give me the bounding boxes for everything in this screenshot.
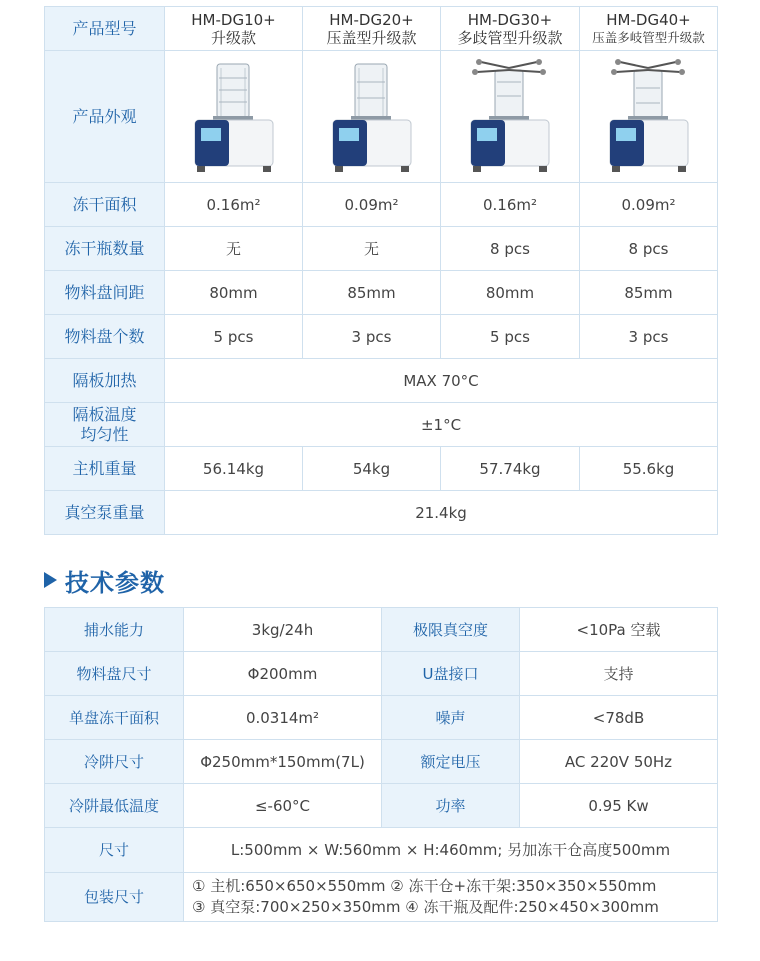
section-heading — [44, 563, 165, 597]
param-value: 0.95 Kw — [520, 784, 718, 828]
param-label: 物料盘尺寸 — [45, 652, 184, 696]
row-label — [45, 403, 165, 447]
param-value: ≤-60°C — [184, 784, 382, 828]
cell-value: 56.14kg — [165, 447, 303, 491]
table-row — [45, 183, 718, 227]
table-row — [45, 784, 718, 828]
table-row — [45, 491, 718, 535]
param-value: L:500mm × W:560mm × H:460mm; 另加冻干仓高度500mm — [184, 828, 718, 873]
param-value: 3kg/24h — [184, 608, 382, 652]
cell-value: 80mm — [165, 271, 303, 315]
cell-value: 无 — [165, 227, 303, 271]
cell-value: 0.09m² — [303, 183, 441, 227]
cell-value: 8 pcs — [441, 227, 580, 271]
model-cell — [303, 7, 441, 51]
label-line: 隔板温度 — [72, 405, 137, 425]
package-size-value — [184, 873, 718, 922]
model-name: HM-DG10+ — [191, 10, 276, 29]
cell-value: 85mm — [303, 271, 441, 315]
model-cell — [580, 7, 718, 51]
appearance-row — [45, 51, 718, 183]
cell-value: 57.74kg — [441, 447, 580, 491]
param-value: Φ250mm*150mm(7L) — [184, 740, 382, 784]
freeze-dryer-manifold-image — [604, 58, 694, 176]
model-cell — [165, 7, 303, 51]
model-cell — [441, 7, 580, 51]
cell-value: 5 pcs — [165, 315, 303, 359]
table-row — [45, 447, 718, 491]
param-label: 噪声 — [382, 696, 520, 740]
param-label: 冷阱尺寸 — [45, 740, 184, 784]
section-title-text: 技术参数 — [65, 568, 165, 597]
cell-value: 21.4kg — [165, 491, 718, 535]
param-label: 冷阱最低温度 — [45, 784, 184, 828]
cell-value: 85mm — [580, 271, 718, 315]
package-line: ③ 真空泵:700×250×350mm ④ 冻干瓶及配件:250×450×300mm — [192, 898, 659, 916]
row-label: 冻干瓶数量 — [45, 227, 165, 271]
spec-comparison-table — [44, 6, 718, 535]
model-name: HM-DG30+ — [467, 10, 553, 29]
freeze-dryer-image — [327, 58, 417, 176]
cell-value: 8 pcs — [580, 227, 718, 271]
table-row — [45, 740, 718, 784]
model-variant: 多歧管型升级款 — [457, 28, 563, 47]
param-value: 0.0314m² — [184, 696, 382, 740]
table-row — [45, 873, 718, 922]
table-row — [45, 271, 718, 315]
cell-value: 5 pcs — [441, 315, 580, 359]
product-image-cell — [580, 51, 718, 183]
cell-value: 80mm — [441, 271, 580, 315]
product-image-cell — [303, 51, 441, 183]
param-value: <78dB — [520, 696, 718, 740]
model-row — [45, 7, 718, 51]
cell-value: 无 — [303, 227, 441, 271]
row-label: 物料盘个数 — [45, 315, 165, 359]
triangle-marker-icon — [44, 572, 57, 588]
cell-value: 0.16m² — [441, 183, 580, 227]
row-label: 主机重量 — [45, 447, 165, 491]
model-name: HM-DG20+ — [329, 10, 414, 29]
table-row — [45, 227, 718, 271]
param-label: 包装尺寸 — [45, 873, 184, 922]
table-row — [45, 652, 718, 696]
table-row — [45, 403, 718, 447]
row-label: 真空泵重量 — [45, 491, 165, 535]
product-image-cell — [165, 51, 303, 183]
table-row — [45, 828, 718, 873]
table-row — [45, 696, 718, 740]
package-line: ① 主机:650×650×550mm ② 冻干仓+冻干架:350×350×550mm — [192, 877, 657, 895]
table-row — [45, 608, 718, 652]
param-label: 功率 — [382, 784, 520, 828]
model-variant: 升级款 — [210, 28, 256, 47]
model-variant: 压盖多岐管型升级款 — [592, 29, 705, 45]
param-value: <10Pa 空载 — [520, 608, 718, 652]
row-label: 隔板加热 — [45, 359, 165, 403]
cell-value: 3 pcs — [303, 315, 441, 359]
cell-value: 0.16m² — [165, 183, 303, 227]
cell-value: 55.6kg — [580, 447, 718, 491]
table-row — [45, 359, 718, 403]
param-label: 捕水能力 — [45, 608, 184, 652]
appearance-header: 产品外观 — [45, 51, 165, 183]
cell-value: MAX 70°C — [165, 359, 718, 403]
cell-value: 3 pcs — [580, 315, 718, 359]
freeze-dryer-manifold-image — [465, 58, 555, 176]
param-value: 支持 — [520, 652, 718, 696]
param-label: 极限真空度 — [382, 608, 520, 652]
row-label: 物料盘间距 — [45, 271, 165, 315]
freeze-dryer-image — [189, 58, 279, 176]
model-header: 产品型号 — [45, 7, 165, 51]
table-row — [45, 315, 718, 359]
row-label: 冻干面积 — [45, 183, 165, 227]
model-name: HM-DG40+ — [606, 10, 691, 29]
cell-value: 0.09m² — [580, 183, 718, 227]
param-value: Φ200mm — [184, 652, 382, 696]
cell-value: ±1°C — [165, 403, 718, 447]
param-value: AC 220V 50Hz — [520, 740, 718, 784]
label-line: 均匀性 — [80, 424, 129, 444]
param-label: U盘接口 — [382, 652, 520, 696]
param-label: 额定电压 — [382, 740, 520, 784]
param-label: 尺寸 — [45, 828, 184, 873]
product-image-cell — [441, 51, 580, 183]
tech-params-table — [44, 607, 718, 922]
cell-value: 54kg — [303, 447, 441, 491]
param-label: 单盘冻干面积 — [45, 696, 184, 740]
model-variant: 压盖型升级款 — [326, 28, 417, 47]
